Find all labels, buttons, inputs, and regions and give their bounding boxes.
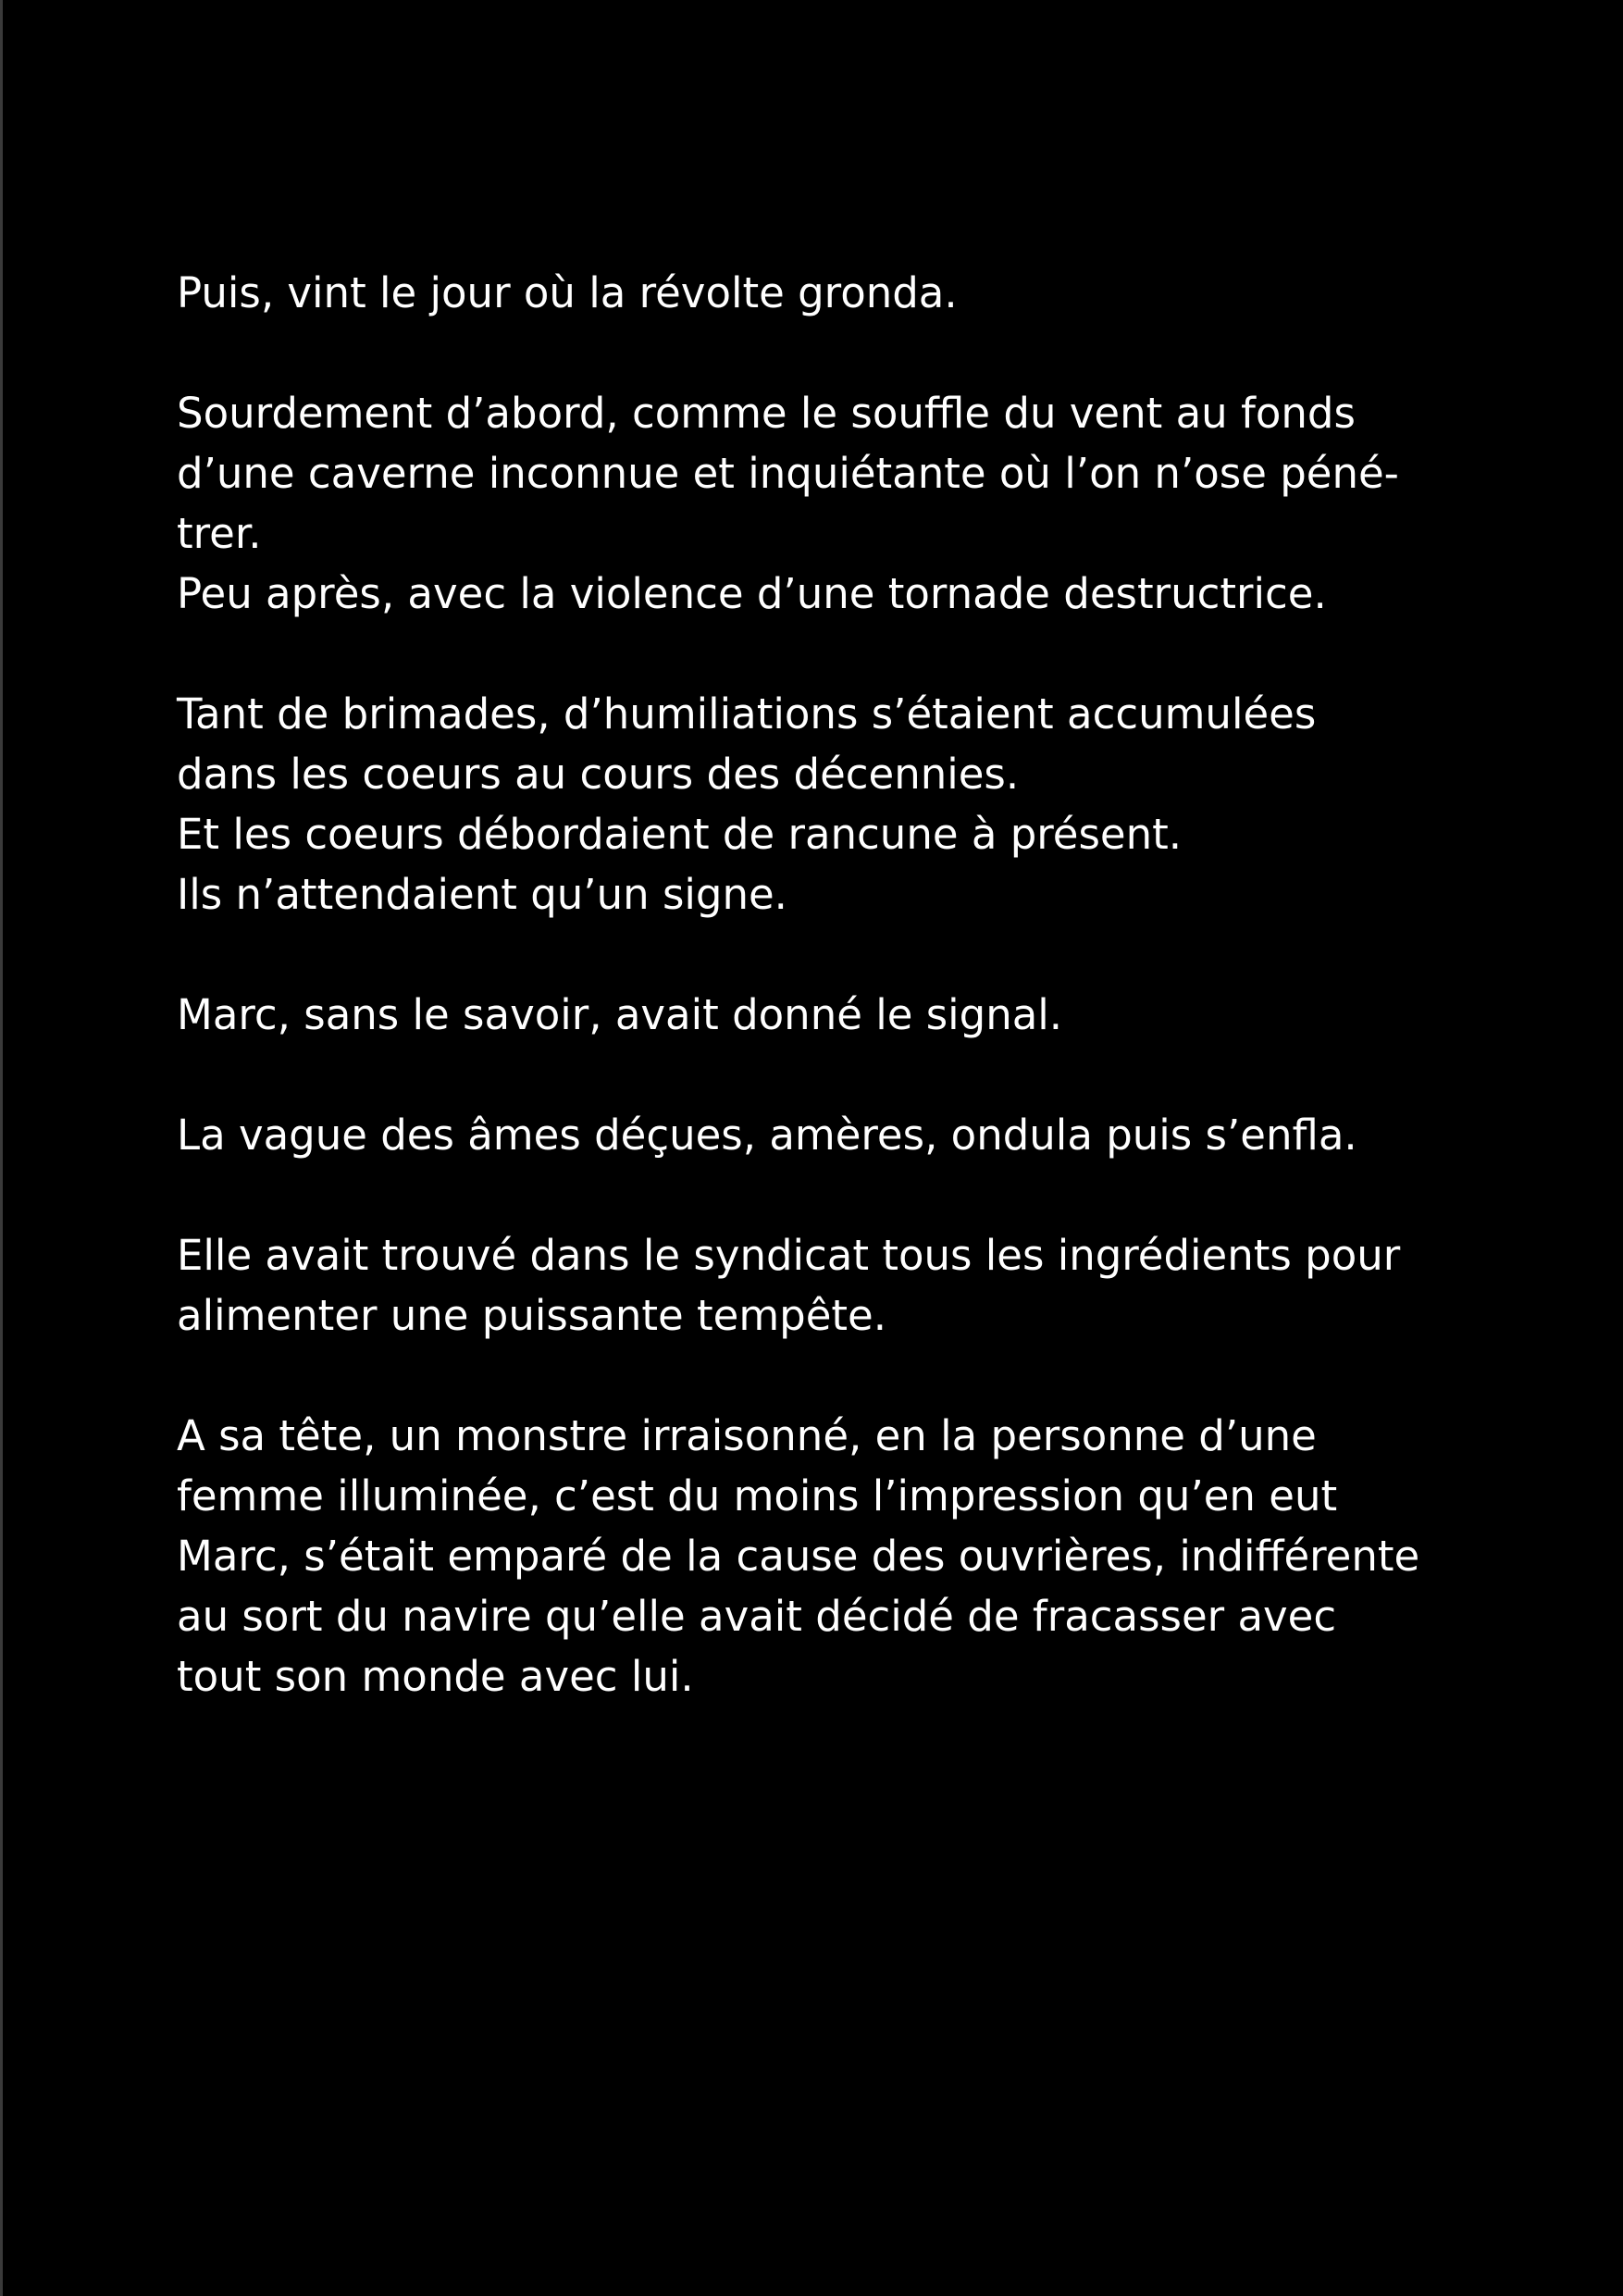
paragraph (177, 1406, 1454, 1706)
text-line: Elle avait trouvé dans le syndicat tous les ingrédients pour (177, 1231, 1401, 1280)
paragraph (177, 383, 1454, 624)
text-line: tout son monde avec lui. (177, 1652, 694, 1701)
text-line: Marc, s’était emparé de la cause des ouvrières, indifférente (177, 1532, 1420, 1581)
text-line: A sa tête, un monstre irraisonné, en la personne d’une (177, 1411, 1317, 1460)
paragraph-gap (177, 624, 1454, 684)
text-line: Ils n’attendaient qu’un signe. (177, 870, 787, 919)
text-line: Tant de brimades, d’humiliations s’étaient accumulées (177, 689, 1317, 738)
paragraph (177, 1105, 1454, 1165)
paragraph-gap (177, 1045, 1454, 1105)
text-line: dans les coeurs au cours des décennies. (177, 750, 1020, 799)
page-edge (0, 0, 3, 2296)
text-line: d’une caverne inconnue et inquiétante où l’on n’ose péné- (177, 449, 1399, 498)
text-line: Sourdement d’abord, comme le souffle du vent au fonds (177, 389, 1356, 438)
paragraph-gap (177, 1165, 1454, 1225)
paragraph-gap (177, 1346, 1454, 1406)
text-line: Marc, sans le savoir, avait donné le signal. (177, 990, 1063, 1039)
paragraph (177, 985, 1454, 1045)
text-line: au sort du navire qu’elle avait décidé de fracasser avec (177, 1592, 1337, 1641)
text-line: alimenter une puissante tempête. (177, 1291, 887, 1340)
text-line: La vague des âmes déçues, amères, ondula puis s’enfla. (177, 1111, 1357, 1160)
text-line: Et les coeurs débordaient de rancune à présent. (177, 810, 1183, 859)
text-body (177, 263, 1454, 1706)
paragraph-gap (177, 925, 1454, 985)
text-line: trer. (177, 509, 262, 558)
text-line: Peu après, avec la violence d’une tornade destructrice. (177, 569, 1327, 618)
paragraph-gap (177, 323, 1454, 383)
text-line: femme illuminée, c’est du moins l’impression qu’en eut (177, 1471, 1338, 1520)
paragraph (177, 1225, 1454, 1346)
paragraph (177, 684, 1454, 925)
paragraph (177, 263, 1454, 323)
text-line: Puis, vint le jour où la révolte gronda. (177, 268, 958, 317)
